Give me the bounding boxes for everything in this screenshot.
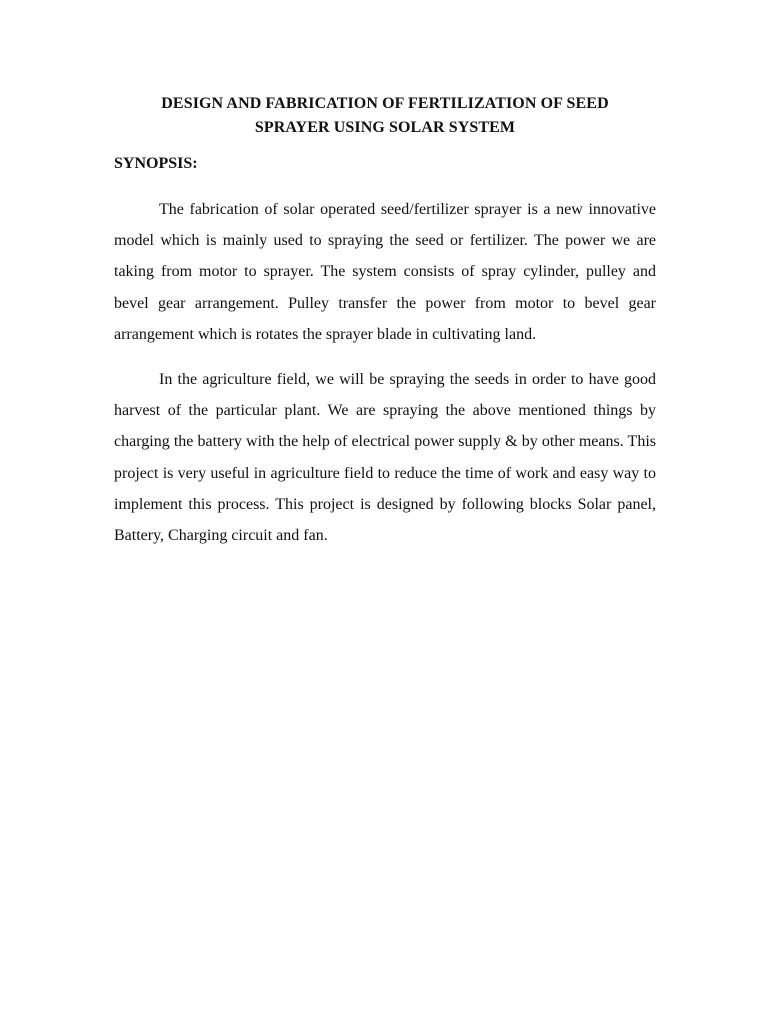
paragraph-1: The fabrication of solar operated seed/fertilizer sprayer is a new innovative model which is mainly used to spraying the seed or fertilizer. The power we are taking from motor to sprayer. The system consists of spray cylinder, pulley and bevel gear arrangement. Pulley transfer the power from motor to bevel gear arrangement which is rotates the sprayer blade in cultivating land. [114, 201, 656, 343]
section-heading-synopsis: SYNOPSIS: [114, 155, 198, 172]
title-line-1: DESIGN AND FABRICATION OF FERTILIZATION OF SEED [161, 95, 609, 112]
document-title [114, 92, 656, 140]
document-content [114, 92, 656, 551]
title-line-2: SPRAYER USING SOLAR SYSTEM [254, 119, 516, 136]
paragraph-2: In the agriculture field, we will be spraying the seeds in order to have good harvest of the particular plant. We are spraying the above mentioned things by charging the battery with the help of electrical power supply & by other means. This project is very useful in agriculture field to reduce the time of work and easy way to implement this process. This project is designed by following blocks Solar panel, Battery, Charging circuit and fan. [114, 371, 656, 545]
